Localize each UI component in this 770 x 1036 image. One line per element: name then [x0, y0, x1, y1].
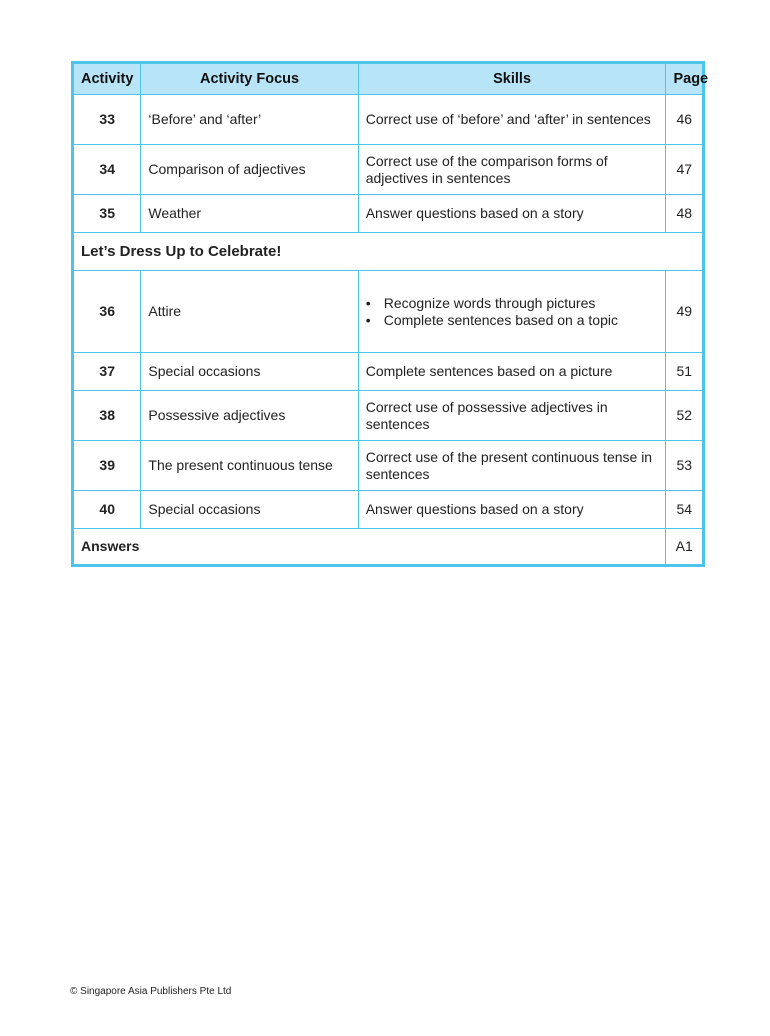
table-row [73, 271, 704, 353]
activity-page: 47 [666, 145, 704, 195]
header-activity: Activity [73, 63, 141, 95]
table-row [73, 491, 704, 529]
activity-page: 54 [666, 491, 704, 529]
activity-skills: Correct use of ‘before’ and ‘after’ in sentences [358, 95, 666, 145]
activity-skills: Correct use of the comparison forms of adjectives in sentences [358, 145, 666, 195]
activity-page: 53 [666, 441, 704, 491]
copyright-footer: © Singapore Asia Publishers Pte Ltd [70, 986, 232, 997]
activity-focus: Special occasions [141, 353, 358, 391]
activity-page: 52 [666, 391, 704, 441]
activity-number: 36 [73, 271, 141, 353]
activity-focus: The present continuous tense [141, 441, 358, 491]
section-header-row [73, 233, 704, 271]
header-page: Page [666, 63, 704, 95]
answers-page: A1 [666, 529, 704, 566]
answers-row [73, 529, 704, 566]
activity-number: 40 [73, 491, 141, 529]
table-header-row [73, 63, 704, 95]
activity-number: 39 [73, 441, 141, 491]
activity-focus: Weather [141, 195, 358, 233]
activity-page: 46 [666, 95, 704, 145]
activity-number: 38 [73, 391, 141, 441]
list-item: • Recognize words through pictures [366, 295, 659, 312]
table-row [73, 391, 704, 441]
activity-focus: Special occasions [141, 491, 358, 529]
table-row [73, 95, 704, 145]
activity-number: 33 [73, 95, 141, 145]
table-row [73, 145, 704, 195]
skills-bullet-list [366, 295, 659, 329]
activity-skills: Answer questions based on a story [358, 491, 666, 529]
activity-skills: Correct use of possessive adjectives in sentences [358, 391, 666, 441]
activity-skills [358, 271, 666, 353]
header-skills: Skills [358, 63, 666, 95]
activity-number: 34 [73, 145, 141, 195]
activity-number: 37 [73, 353, 141, 391]
activity-page: 51 [666, 353, 704, 391]
activity-skills: Complete sentences based on a picture [358, 353, 666, 391]
activity-number: 35 [73, 195, 141, 233]
activity-page: 48 [666, 195, 704, 233]
activity-skills: Answer questions based on a story [358, 195, 666, 233]
section-title: Let’s Dress Up to Celebrate! [73, 233, 704, 271]
contents-table [71, 61, 709, 567]
table-row [73, 353, 704, 391]
list-item: • Complete sentences based on a topic [366, 312, 659, 329]
activity-focus: Attire [141, 271, 358, 353]
header-activity-focus: Activity Focus [141, 63, 358, 95]
table-row [73, 441, 704, 491]
activity-focus: Possessive adjectives [141, 391, 358, 441]
activity-skills: Correct use of the present continuous tense in sentences [358, 441, 666, 491]
activity-focus: ‘Before’ and ‘after’ [141, 95, 358, 145]
activity-focus: Comparison of adjectives [141, 145, 358, 195]
activity-page: 49 [666, 271, 704, 353]
answers-label: Answers [73, 529, 666, 566]
table-row [73, 195, 704, 233]
